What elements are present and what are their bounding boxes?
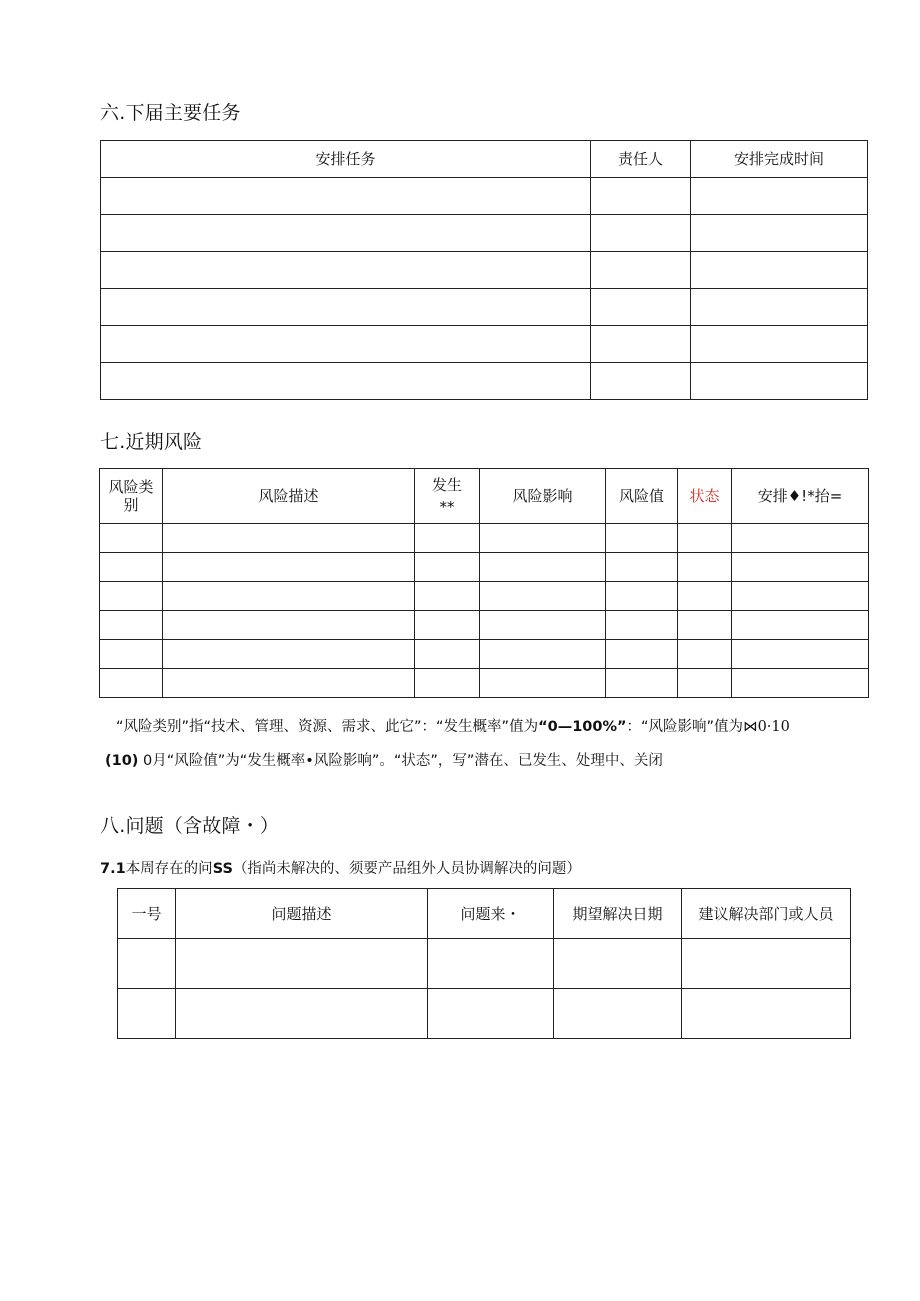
table-cell[interactable]: [415, 611, 480, 640]
subsection-7-1-title: [100, 860, 581, 878]
task-plan-table: [100, 140, 868, 400]
table-cell[interactable]: [732, 553, 869, 582]
table-cell[interactable]: [591, 289, 691, 326]
table-cell[interactable]: [101, 326, 591, 363]
table-cell[interactable]: [606, 582, 678, 611]
table-cell[interactable]: [101, 178, 591, 215]
risk-note-lead: (10): [105, 753, 139, 769]
table-row: [100, 669, 869, 698]
table-cell[interactable]: [591, 178, 691, 215]
table-cell[interactable]: [100, 640, 163, 669]
table-row: [100, 553, 869, 582]
header-risk-category: 风险类别: [100, 469, 163, 524]
subsection-text: 本周存在的问: [125, 861, 213, 877]
table-cell[interactable]: [480, 553, 606, 582]
table-cell[interactable]: [682, 939, 851, 989]
header-number: 一号: [118, 889, 176, 939]
header-probability-line1: 发生: [431, 476, 462, 494]
table-cell[interactable]: [480, 640, 606, 669]
table-cell[interactable]: [591, 252, 691, 289]
table-cell[interactable]: [732, 640, 869, 669]
risk-note-text: 0月“风险值”为“发生概率•风险影响”。“状态”，写”潜在、已发生、处理中、关闭: [138, 753, 663, 769]
header-probability-line2: **: [439, 498, 455, 516]
table-cell[interactable]: [163, 582, 415, 611]
risk-note-line-2: [105, 752, 663, 770]
table-cell[interactable]: [100, 611, 163, 640]
table-row: [118, 939, 851, 989]
table-cell[interactable]: [691, 289, 868, 326]
table-cell[interactable]: [415, 524, 480, 553]
table-row: [100, 582, 869, 611]
table-cell[interactable]: [691, 215, 868, 252]
table-cell[interactable]: [678, 669, 732, 698]
table-row: [101, 215, 868, 252]
table-cell[interactable]: [606, 669, 678, 698]
table-cell[interactable]: [480, 582, 606, 611]
table-cell[interactable]: [606, 553, 678, 582]
table-cell[interactable]: [554, 939, 682, 989]
table-cell[interactable]: [101, 289, 591, 326]
header-issue-source: 问题来・: [428, 889, 554, 939]
risk-note-line-1: [116, 718, 790, 736]
table-cell[interactable]: [554, 989, 682, 1039]
table-cell[interactable]: [691, 326, 868, 363]
table-row: [101, 326, 868, 363]
table-cell[interactable]: [118, 989, 176, 1039]
risk-note-tail: ⋈0·10: [743, 719, 790, 735]
table-cell[interactable]: [480, 669, 606, 698]
table-cell[interactable]: [606, 640, 678, 669]
table-row: [101, 289, 868, 326]
risk-note-text: “风险类别”指“技术、管理、资源、需求、此它”：“发生概率”值为: [116, 719, 539, 735]
header-issue-description: 问题描述: [176, 889, 428, 939]
header-suggested-owner: 建议解决部门或人员: [682, 889, 851, 939]
table-cell[interactable]: [415, 553, 480, 582]
header-owner: 责任人: [591, 141, 691, 178]
section-7-title: 七.近期风险: [100, 431, 203, 453]
table-row: [101, 363, 868, 400]
header-probability: [415, 469, 480, 524]
table-cell[interactable]: [100, 669, 163, 698]
table-cell[interactable]: [732, 669, 869, 698]
table-cell[interactable]: [682, 989, 851, 1039]
table-row: [100, 640, 869, 669]
table-cell[interactable]: [100, 553, 163, 582]
issue-table: [117, 888, 851, 1039]
header-risk-impact: 风险影响: [480, 469, 606, 524]
table-cell[interactable]: [732, 611, 869, 640]
table-cell[interactable]: [691, 252, 868, 289]
table-row: [100, 611, 869, 640]
table-cell[interactable]: [176, 939, 428, 989]
table-row: [101, 252, 868, 289]
table-cell[interactable]: [101, 215, 591, 252]
header-status: 状态: [678, 469, 732, 524]
subsection-ss: SS: [212, 861, 233, 877]
subsection-number: 7.1: [100, 861, 126, 877]
section-8-title: 八.问题（含故障・）: [100, 815, 280, 837]
table-cell[interactable]: [163, 553, 415, 582]
table-cell[interactable]: [415, 640, 480, 669]
table-header-row: [118, 889, 851, 939]
table-row: [118, 989, 851, 1039]
table-header-row: [101, 141, 868, 178]
table-cell[interactable]: [591, 215, 691, 252]
table-cell[interactable]: [176, 989, 428, 1039]
table-cell[interactable]: [163, 524, 415, 553]
header-task: 安排任务: [101, 141, 591, 178]
table-cell[interactable]: [100, 524, 163, 553]
table-row: [101, 178, 868, 215]
table-cell[interactable]: [732, 582, 869, 611]
table-cell[interactable]: [480, 611, 606, 640]
header-risk-description: 风险描述: [163, 469, 415, 524]
table-cell[interactable]: [606, 611, 678, 640]
table-cell[interactable]: [100, 582, 163, 611]
table-cell[interactable]: [101, 363, 591, 400]
header-due-time: 安排完成时间: [691, 141, 868, 178]
table-cell[interactable]: [591, 363, 691, 400]
table-cell[interactable]: [678, 640, 732, 669]
table-cell[interactable]: [428, 989, 554, 1039]
table-cell[interactable]: [101, 252, 591, 289]
header-plan: 安排♦!*抬=: [732, 469, 869, 524]
table-cell[interactable]: [428, 939, 554, 989]
table-cell[interactable]: [691, 178, 868, 215]
table-cell[interactable]: [163, 669, 415, 698]
table-header-row: [100, 469, 869, 524]
table-cell[interactable]: [678, 524, 732, 553]
table-cell[interactable]: [118, 939, 176, 989]
table-cell[interactable]: [415, 669, 480, 698]
table-cell[interactable]: [415, 582, 480, 611]
section-6-title: 六.下届主要任务: [100, 102, 241, 124]
table-cell[interactable]: [691, 363, 868, 400]
table-cell[interactable]: [606, 524, 678, 553]
header-expected-date: 期望解决日期: [554, 889, 682, 939]
table-cell[interactable]: [678, 611, 732, 640]
risk-table: [99, 468, 869, 698]
table-cell[interactable]: [480, 524, 606, 553]
risk-note-range: “0—100%”: [538, 719, 627, 735]
subsection-text: （指尚未解决的、须要产品组外人员协调解决的问题）: [232, 861, 581, 877]
header-risk-value: 风险值: [606, 469, 678, 524]
risk-note-text: ：“风险影响”值为: [626, 719, 744, 735]
table-cell[interactable]: [163, 611, 415, 640]
table-row: [100, 524, 869, 553]
table-cell[interactable]: [678, 582, 732, 611]
table-cell[interactable]: [732, 524, 869, 553]
table-cell[interactable]: [163, 640, 415, 669]
table-cell[interactable]: [678, 553, 732, 582]
table-cell[interactable]: [591, 326, 691, 363]
